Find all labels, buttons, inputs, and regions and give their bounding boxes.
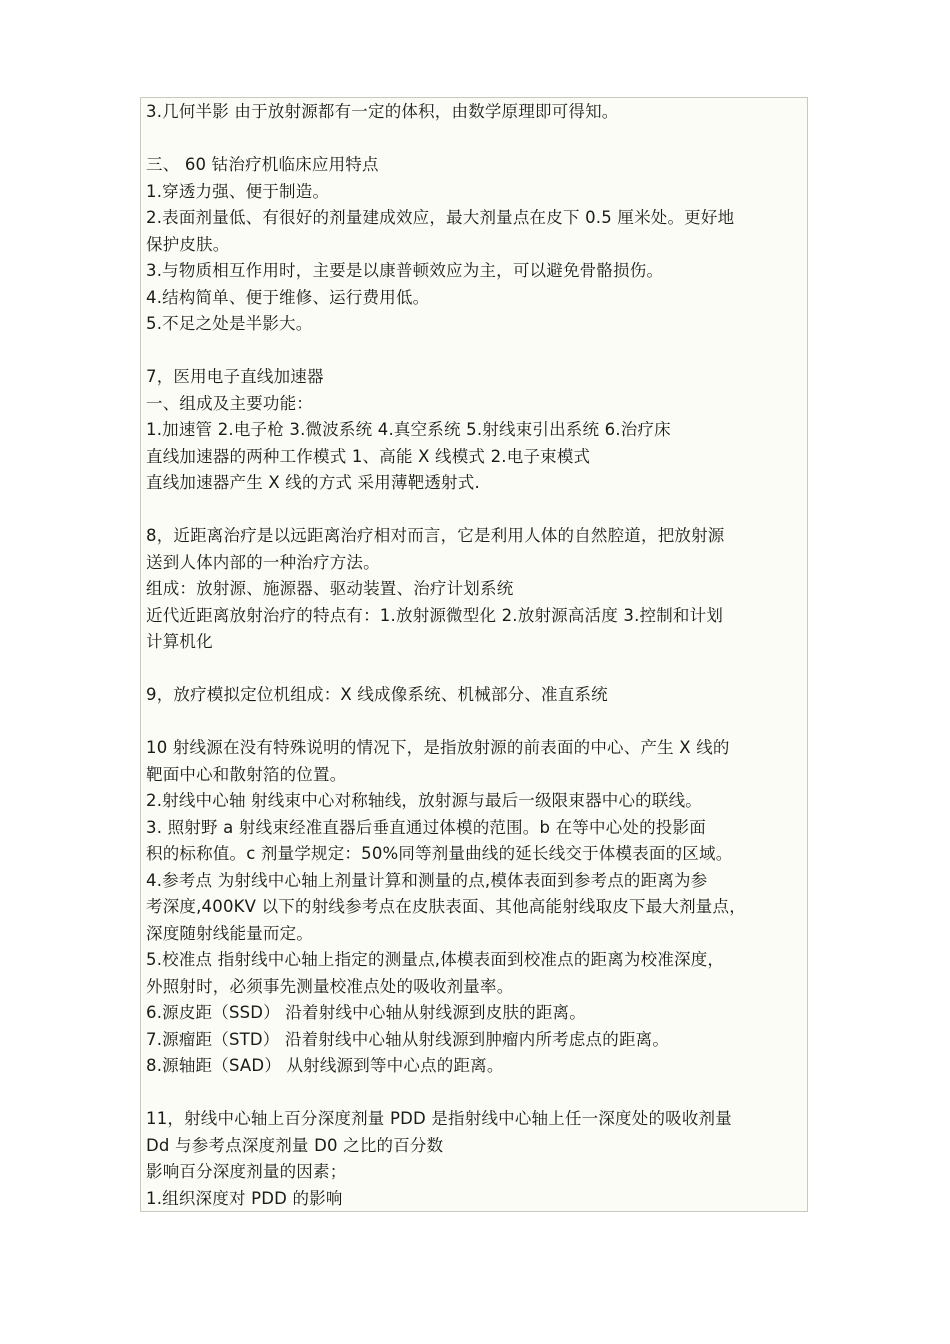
text-line: 1.穿透力强、便于制造。 xyxy=(146,181,330,201)
text-line: 3. 照射野 a 射线束经准直器后垂直通过体模的范围。b 在等中心处的投影面 xyxy=(146,817,706,837)
text-line: 一、组成及主要功能： xyxy=(146,393,313,413)
text-line: 7.源瘤距（STD） 沿着射线中心轴从射线源到肿瘤内所考虑点的距离。 xyxy=(146,1029,670,1049)
text-line: 组成：放射源、施源器、驱动装置、治疗计划系统 xyxy=(146,579,514,598)
blank-line xyxy=(146,1080,807,1107)
text-line: 送到人体内部的一种治疗方法。 xyxy=(146,552,380,572)
blank-line xyxy=(146,338,807,365)
text-line: 3.几何半影 由于放射源都有一定的体积，由数学原理即可得知。 xyxy=(146,102,619,121)
text-line: 1.组织深度对 PDD 的影响 xyxy=(146,1188,343,1208)
text-line: 2.射线中心轴 射线束中心对称轴线，放射源与最后一级限束器中心的联线。 xyxy=(146,791,702,810)
blank-line xyxy=(146,709,807,736)
text-line: 保护皮肤。 xyxy=(146,234,230,254)
text-line: 4.参考点 为射线中心轴上剂量计算和测量的点,模体表面到参考点的距离为参 xyxy=(146,870,708,890)
blank-line xyxy=(146,656,807,683)
text-line: 4.结构简单、便于维修、运行费用低。 xyxy=(146,287,430,307)
text-line: 积的标称值。c 剂量学规定：50%同等剂量曲线的延长线交于体模表面的区域。 xyxy=(146,844,733,863)
text-line: 2.表面剂量低、有很好的剂量建成效应，最大剂量点在皮下 0.5 厘米处。更好地 xyxy=(146,208,735,227)
document-page xyxy=(140,97,808,1212)
text-line: 外照射时，必须事先测量校准点处的吸收剂量率。 xyxy=(146,976,514,996)
text-line: 5.校准点 指射线中心轴上指定的测量点,体模表面到校准点的距离为校准深度， xyxy=(146,950,725,969)
text-line: 3.与物质相互作用时，主要是以康普顿效应为主，可以避免骨骼损伤。 xyxy=(146,261,664,280)
text-line: 靶面中心和散射箔的位置。 xyxy=(146,764,347,784)
text-line: Dd 与参考点深度剂量 D0 之比的百分数 xyxy=(146,1135,444,1155)
blank-line xyxy=(146,126,807,153)
text-line: 近代近距离放射治疗的特点有：1.放射源微型化 2.放射源高活度 3.控制和计划 xyxy=(146,605,724,625)
text-line: 考深度,400KV 以下的射线参考点在皮肤表面、其他高能射线取皮下最大剂量点， xyxy=(146,897,746,916)
text-line: 影响百分深度剂量的因素； xyxy=(146,1162,347,1181)
section-heading: 7，医用电子直线加速器 xyxy=(146,367,324,386)
text-line: 深度随射线能量而定。 xyxy=(146,923,313,943)
text-line: 8.源轴距（SAD） 从射线源到等中心点的距离。 xyxy=(146,1056,504,1075)
text-line: 5.不足之处是半影大。 xyxy=(146,314,313,333)
section-heading: 11，射线中心轴上百分深度剂量 PDD 是指射线中心轴上任一深度处的吸收剂量 xyxy=(146,1109,732,1128)
section-heading: 8，近距离治疗是以远距离治疗相对而言，它是利用人体的自然腔道，把放射源 xyxy=(146,526,725,545)
text-line: 直线加速器的两种工作模式 1、高能 X 线模式 2.电子束模式 xyxy=(146,446,591,466)
text-line: 6.源皮距（SSD） 沿着射线中心轴从射线源到皮肤的距离。 xyxy=(146,1003,586,1022)
section-heading: 三、 60 钴治疗机临床应用特点 xyxy=(146,155,379,174)
blank-line xyxy=(146,497,807,524)
text-line: 直线加速器产生 X 线的方式 采用薄靶透射式. xyxy=(146,473,480,492)
section-heading: 9，放疗模拟定位机组成：X 线成像系统、机械部分、准直系统 xyxy=(146,685,608,704)
text-line: 计算机化 xyxy=(146,632,213,651)
text-line: 1.加速管 2.电子枪 3.微波系统 4.真空系统 5.射线束引出系统 6.治疗床 xyxy=(146,420,671,439)
section-heading: 10 射线源在没有特殊说明的情况下，是指放射源的前表面的中心、产生 X 线的 xyxy=(146,738,730,757)
